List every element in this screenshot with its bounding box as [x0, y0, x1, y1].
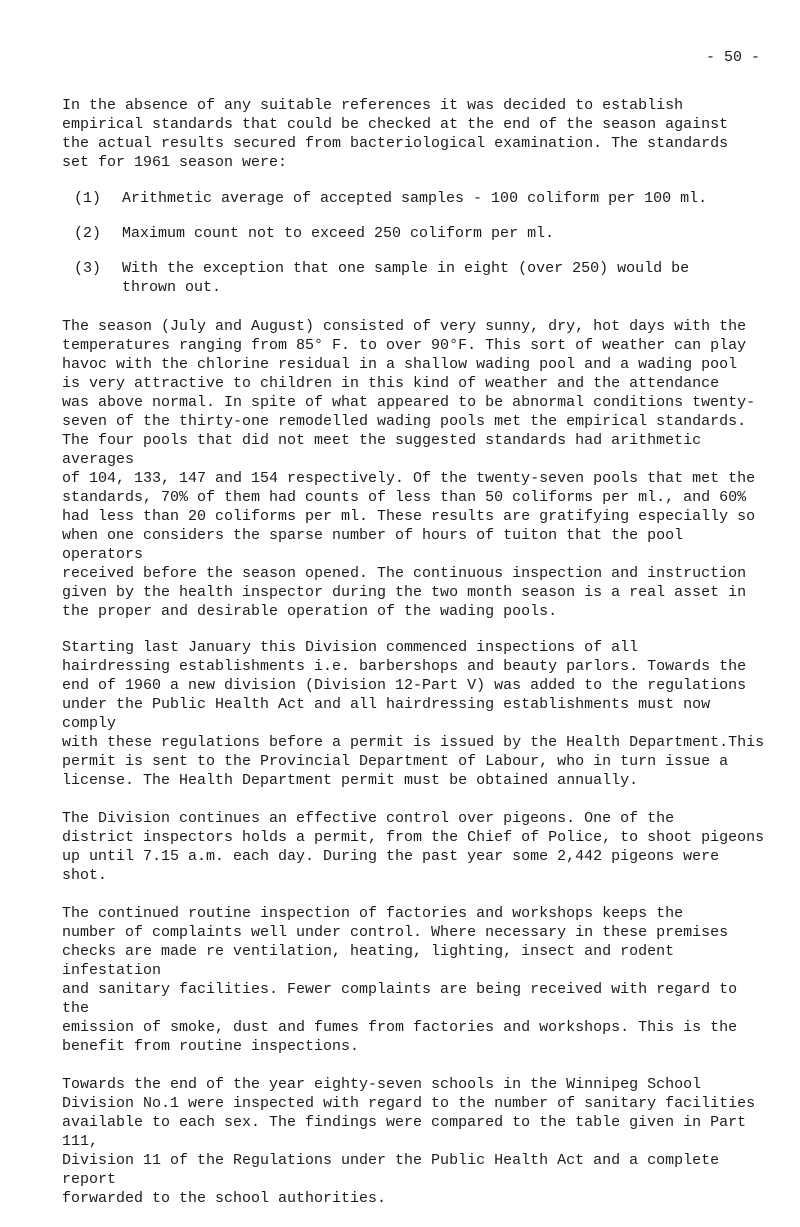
hairdressing-paragraph: Starting last January this Division commenced inspections of all hairdressing establishments i.e. barbershops and beauty parlors. Towards the end of 1960 a new division (Division 12-Part V) was added to the regulations under the Public Health Act and all hairdressing establishments must now comply with these regulations before a permit is issued by the Health Department.This permit is sent to the Provincial Department of Labour, who in turn issue a license. The Health Department permit must be obtained annually.	[62, 639, 765, 789]
standards-list	[62, 189, 772, 297]
list-item	[62, 189, 772, 208]
intro-paragraph: In the absence of any suitable references it was decided to establish empirical standards that could be checked at the end of the season against the actual results secured from bacteriological examination. The standards set for 1961 season were:	[62, 97, 729, 171]
list-item-text: With the exception that one sample in eight (over 250) would be thrown out.	[122, 260, 690, 296]
list-item-text: Arithmetic average of accepted samples - 100 coliform per 100 ml.	[122, 190, 708, 207]
list-item-number: (1)	[74, 190, 102, 207]
wading-pools-paragraph: The season (July and August) consisted of very sunny, dry, hot days with the temperatures ranging from 85° F. to over 90°F. This sort of weather can play havoc with the chlorine residual in a shallow wading pool and a wading pool is very attractive to children in this kind of weather and the attendance was above normal. In spite of what appeared to be abnormal conditions twenty- seven of the thirty-one remodelled wading pools met the empirical standards. The four pools that did not meet the suggested standards had arithmetic averages of 104, 133, 147 and 154 respectively. Of the twenty-seven pools that met the standards, 70% of them had counts of less than 50 coliforms per ml., and 60% had less than 20 coliforms per ml. These results are gratifying especially so when one considers the sparse number of hours of tuiton that the pool operators received before the season opened. The continuous inspection and instruction given by the health inspector during the two month season is a real asset in the proper and desirable operation of the wading pools.	[62, 318, 756, 620]
list-item-number: (3)	[74, 260, 102, 277]
list-item-text: Maximum count not to exceed 250 coliform per ml.	[122, 225, 555, 242]
factories-paragraph: The continued routine inspection of factories and workshops keeps the number of complaints well under control. Where necessary in these premises checks are made re ventilation, heating, lighting, insect and rodent infestation and sanitary facilities. Fewer complaints are being received with regard to the emission of smoke, dust and fumes from factories and workshops. This is the benefit from routine inspections.	[62, 905, 738, 1055]
schools-paragraph: Towards the end of the year eighty-seven schools in the Winnipeg School Division No.1 were inspected with regard to the number of sanitary facilities available to each sex. The findings were compared to the table given in Part 111, Division 11 of the Regulations under the Public Health Act and a complete report forwarded to the school authorities.	[62, 1076, 756, 1207]
document-body	[62, 96, 772, 1227]
list-item	[62, 224, 772, 243]
page-number: - 50 -	[706, 49, 761, 66]
pigeons-paragraph: The Division continues an effective control over pigeons. One of the district inspectors holds a permit, from the Chief of Police, to shoot pigeons up until 7.15 a.m. each day. During the past year some 2,442 pigeons were shot.	[62, 810, 765, 884]
list-item-number: (2)	[74, 225, 102, 242]
list-item	[62, 259, 772, 297]
